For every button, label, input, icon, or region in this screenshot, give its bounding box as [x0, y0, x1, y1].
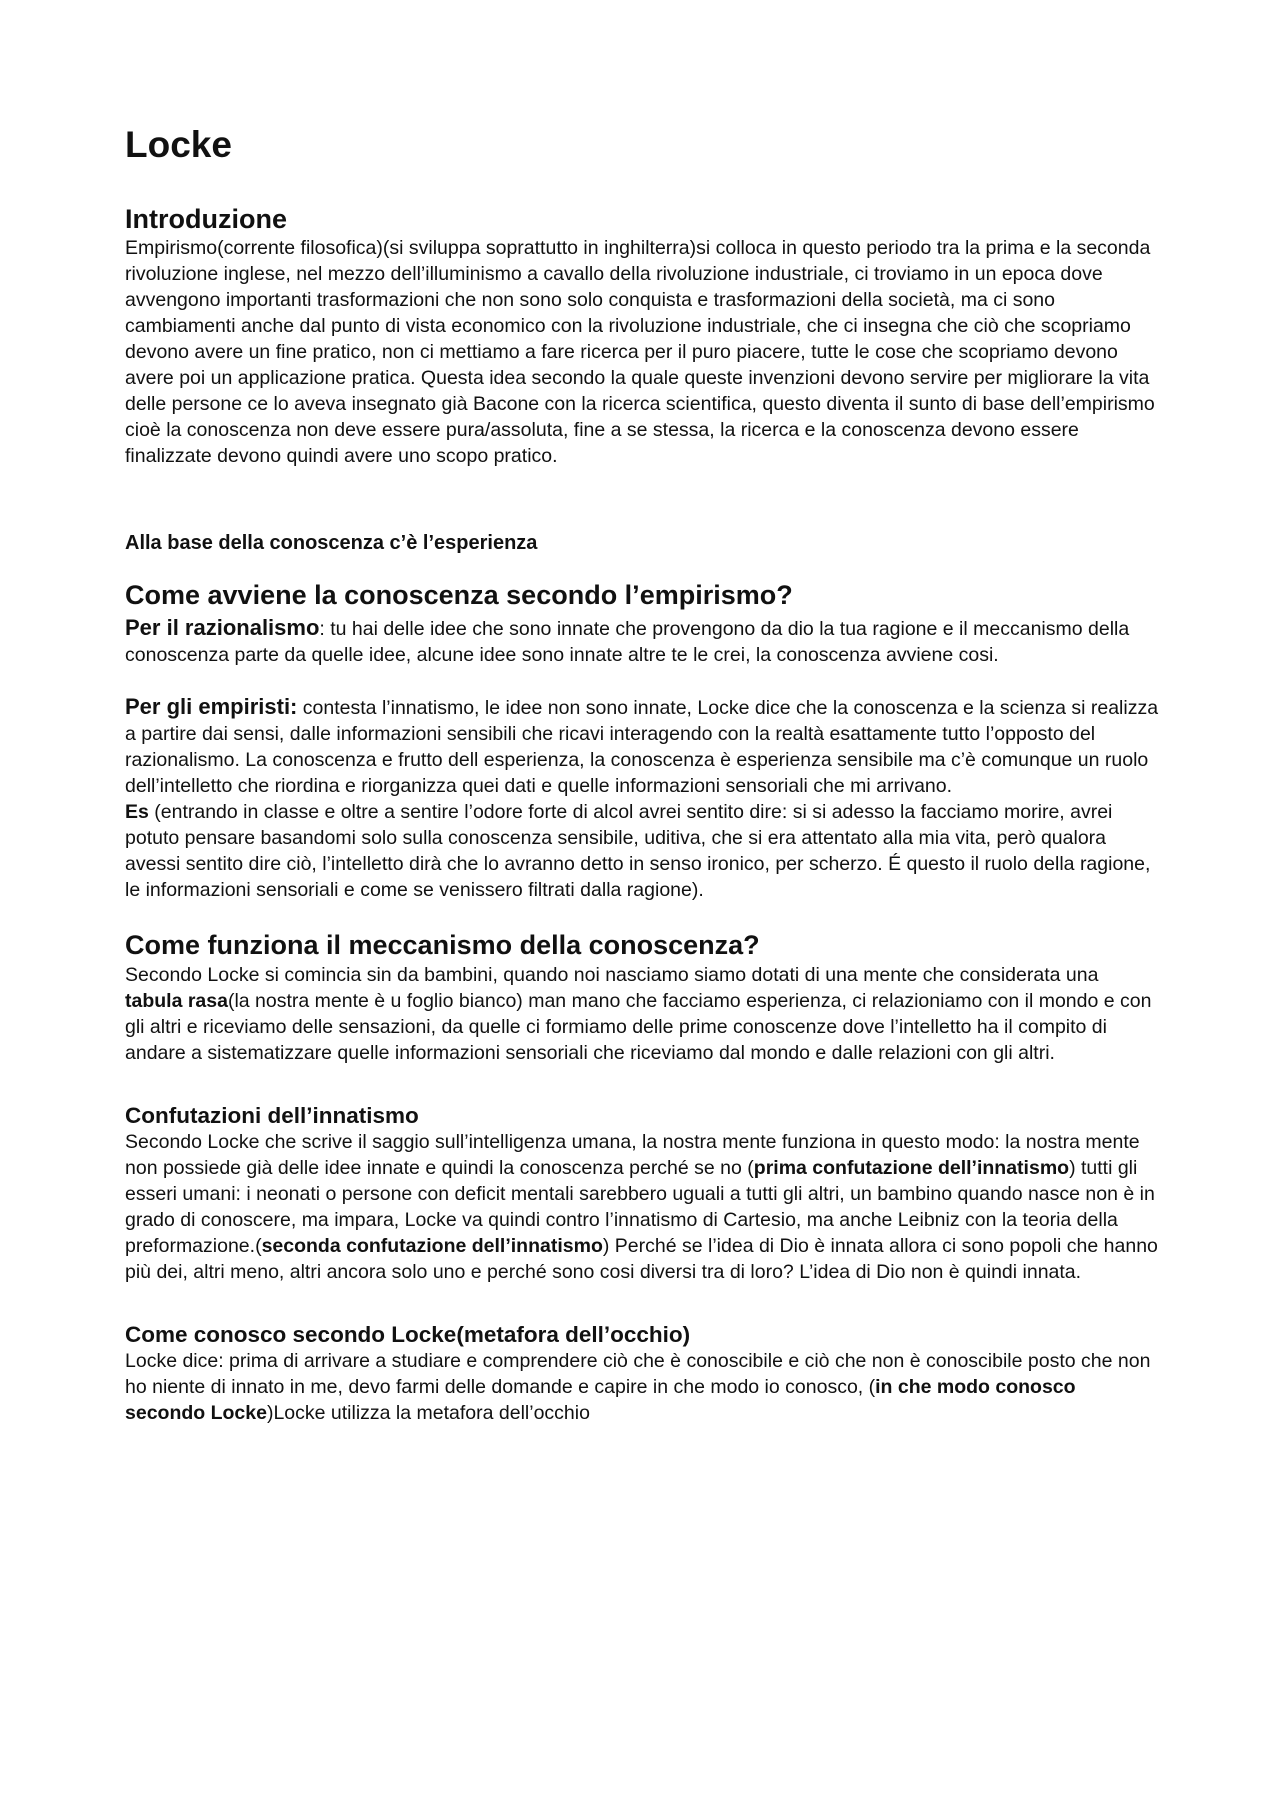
confutazioni-text-2: ) tutti gli esseri umani: i neonati o persone con deficit mentali sarebbero uguali a tutti gli altri, un bambino quando nasce non è in grado di conoscere, ma impara, Locke va quindi contro l’innatismo di Cartesio, ma anche Leibniz con la teoria della preformazione.( [125, 1156, 1155, 1257]
meccanismo-text-1: Secondo Locke si comincia sin da bambini, quando noi nasciamo siamo dotati di una mente che considerata una [125, 963, 1099, 986]
occhio-text-2: )Locke utilizza la metafora dell’occhio [266, 1401, 590, 1424]
tabula-rasa-term: tabula rasa [125, 989, 228, 1012]
razionalismo-text: : tu hai delle idee che sono innate che provengono da dio la tua ragione e il meccanismo della conoscenza parte da quelle idee, alcune idee sono innate altre te le crei, la conoscenza avviene cosi. [125, 618, 1130, 667]
base-heading: Alla base della conoscenza c’è l’esperienza [125, 531, 538, 554]
confutazioni-text-1: Secondo Locke che scrive il saggio sull’intelligenza umana, la nostra mente funziona in questo modo: la nostra mente non possiede già delle idee innate e quindi la conoscenza perché se no ( [125, 1130, 1140, 1179]
empiristi-text: contesta l’innatismo, le idee non sono innate, Locke dice che la conoscenza e la scienza si realizza a partire dai sensi, dalle informazioni sensibili che ricavi interagendo con la realtà esattamente tutto l’opposto del razionalismo. La conoscenza e frutto dell esperienza, la conoscenza è esperienza sensibile ma c’è comunque un ruolo dell’intelletto che riordina e riorganizza quei dati e quelle informazioni sensoriali che mi arrivano. [125, 697, 1159, 798]
confutazioni-text-3: ) Perché se l’idea di Dio è innata allora ci sono popoli che hanno più dei, altri meno, altri ancora solo uno e perché sono cosi diversi tra di loro? L’idea di Dio non è quindi innata. [125, 1234, 1158, 1283]
occhio-paragraph [125, 1348, 1160, 1426]
document-title: Locke [125, 124, 232, 165]
meccanismo-heading: Come funziona il meccanismo della conoscenza? [125, 930, 760, 961]
confutazioni-paragraph [125, 1129, 1160, 1285]
example-text: (entrando in classe e oltre a sentire l’odore forte di alcol avrei sentito dire: si si adesso la facciamo morire, avrei potuto pensare basandomi solo sulla conoscenza sensibile, uditiva, che si era attentato alla mia vita, però qualora avessi sentito dire ciò, l’intelletto dirà che lo avranno detto in senso ironico, per scherzo. É questo il ruolo della ragione, le informazioni sensoriali e come se venissero filtrati dalla ragione). [125, 801, 1151, 902]
meccanismo-text-2: (la nostra mente è u foglio bianco) man mano che facciamo esperienza, ci relazioniamo con il mondo e con gli altri e riceviamo delle sensazioni, da quelle ci formiamo delle prime conoscenze dove l’intelletto ha il compito di andare a sistematizzare quelle informazioni sensoriali che riceviamo dal mondo e dalle relazioni con gli altri. [125, 989, 1152, 1064]
intro-heading: Introduzione [125, 203, 287, 234]
occhio-bold: in che modo conosco secondo Locke [125, 1375, 1076, 1424]
occhio-text-1: Locke dice: prima di arrivare a studiare e comprendere ciò che è conoscibile e ciò che non è conoscibile posto che non ho niente di innato in me, devo farmi delle domande e capire in che modo io conosco, ( [125, 1349, 1151, 1398]
empiristi-label: Per gli empiristi: [125, 694, 298, 720]
prima-confutazione: prima confutazione dell’innatismo [753, 1156, 1070, 1179]
confutazioni-heading: Confutazioni dell’innatismo [125, 1102, 419, 1128]
empirismo-heading: Come avviene la conoscenza secondo l’empirismo? [125, 579, 793, 610]
occhio-heading: Come conosco secondo Locke(metafora dell’occhio) [125, 1321, 691, 1347]
intro-paragraph: Empirismo(corrente filosofica)(si sviluppa soprattutto in inghilterra)si colloca in questo periodo tra la prima e la seconda rivoluzione inglese, nel mezzo dell’illuminismo a cavallo della rivoluzione industriale, ci troviamo in un epoca dove avvengono importanti trasformazioni che non sono solo conquista e trasformazioni della società, ma ci sono cambiamenti anche dal punto di vista economico con la rivoluzione industriale, che ci insegna che ciò che scopriamo devono avere un fine pratico, non ci mettiamo a fare ricerca per il puro piacere, tutte le cose che scopriamo devono avere poi un applicazione pratica. Questa idea secondo la quale queste invenzioni devono servire per migliorare la vita delle persone ce lo aveva insegnato già Bacone con la ricerca scientifica, questo diventa il sunto di base dell’empirismo cioè la conoscenza non deve essere pura/assoluta, fine a se stessa, la ricerca e la conoscenza devono essere finalizzate devono quindi avere uno scopo pratico. [125, 236, 1155, 467]
example-label: Es [125, 801, 149, 824]
example-paragraph [125, 799, 1160, 903]
seconda-confutazione: seconda confutazione dell’innatismo [261, 1234, 603, 1257]
empiristi-paragraph [125, 694, 1160, 799]
razionalismo-label: Per il razionalismo [125, 615, 320, 641]
razionalismo-paragraph [125, 615, 1160, 668]
meccanismo-paragraph [125, 962, 1160, 1066]
